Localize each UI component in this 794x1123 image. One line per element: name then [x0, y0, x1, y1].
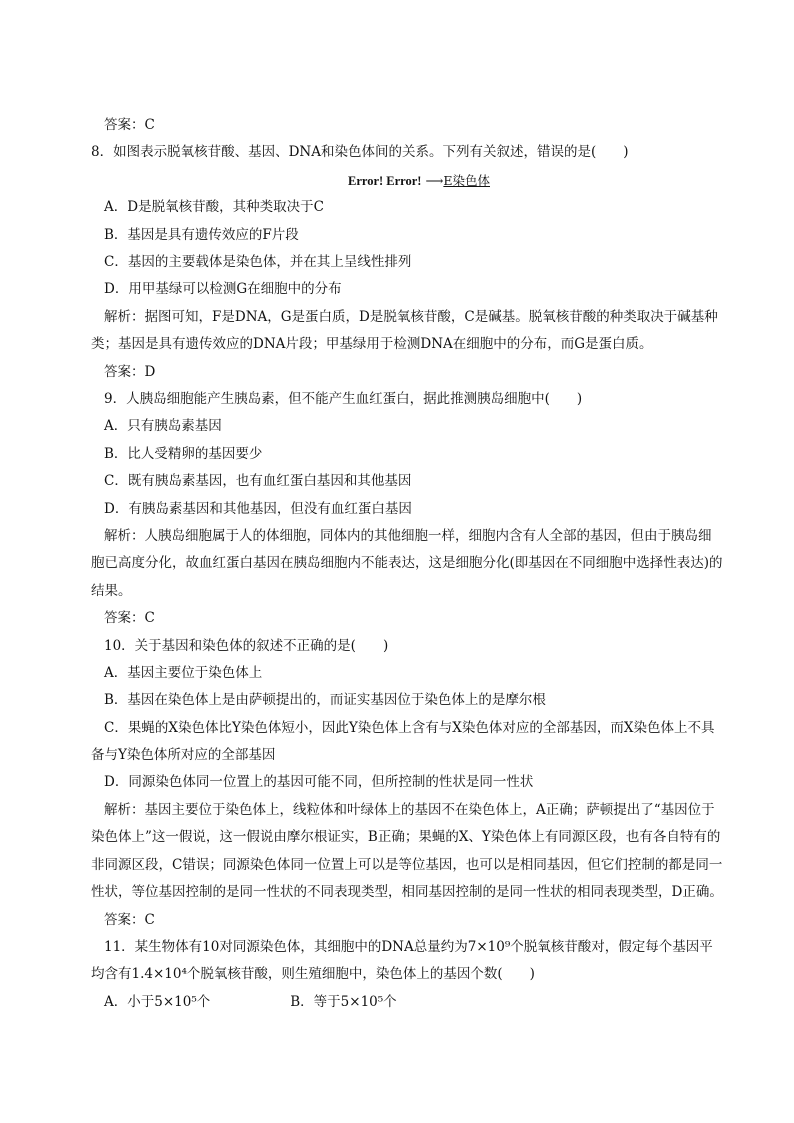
explanation-10: 解析：基因主要位于染色体上，线粒体和叶绿体上的基因不在染色体上，A正确；萨顿提出了“基因位于染色体上”这一假说，这一假说由摩尔根证实，B正确；果蝇的X、Y染色体上有同源区段，也有各自特有的非同源区段，C错误；同源染色体同一位置上可以是等位基因，也可以是相同基因，但它们控制的都是同一性状，等位基因控制的是同一性状的不同表现类型，相同基因控制的是同一性状的相同表现类型，D正确。	[91, 801, 723, 901]
question-8: 8．如图表示脱氧核苷酸、基因、DNA和染色体间的关系。下列有关叙述，错误的是( )	[91, 144, 629, 161]
question-10: 10．关于基因和染色体的叙述不正确的是( )	[104, 637, 389, 654]
question-9-option-b: B．比人受精卵的基因要少	[104, 445, 263, 462]
question-9-option-c: C．既有胰岛素基因，也有血红蛋白基因和其他基因	[104, 473, 412, 490]
question-10-option-b: B．基因在染色体上是由萨顿提出的，而证实基因位于染色体上的是摩尔根	[104, 692, 546, 709]
question-10-option-a: A．基因主要位于染色体上	[104, 664, 263, 681]
explanation-9: 解析：人胰岛细胞属于人的体细胞，同体内的其他细胞一样，细胞内含有人全部的基因，但由于胰岛细胞已高度分化，故血红蛋白基因在胰岛细胞内不能表达，这是细胞分化(即基因在不同细胞中选择性表达)的结果。	[91, 527, 723, 599]
question-11: 11．某生物体有10对同源染色体，其细胞中的DNA总量约为7×10⁹个脱氧核苷酸对，假定每个基因平均含有1.4×10⁴个脱氧核苷酸，则生殖细胞中，染色体上的基因个数( )	[91, 938, 713, 983]
question-10-option-c: C．果蝇的X染色体比Y染色体短小，因此Y染色体上含有与X染色体对应的全部基因，而X染色体上不具备与Y染色体所对应的全部基因	[91, 719, 715, 764]
question-11-options-row	[104, 989, 724, 1016]
question-9: 9．人胰岛细胞能产生胰岛素，但不能产生血红蛋白，据此推测胰岛细胞中( )	[104, 390, 583, 407]
question-8-option-d: D．用甲基绿可以检测G在细胞中的分布	[104, 281, 342, 298]
relation-diagram	[104, 167, 724, 194]
question-9-option-a: A．只有胰岛素基因	[104, 418, 222, 435]
question-11-option-b: B．等于5×10⁵个	[290, 993, 397, 1010]
explanation-8: 解析：据图可知，F是DNA，G是蛋白质，D是脱氧核苷酸，C是碱基。脱氧核苷酸的种类取决于碱基种类；基因是具有遗传效应的DNA片段；甲基绿用于检测DNA在细胞中的分布，而G是蛋白质。	[91, 308, 718, 353]
answer-10: 答案：C	[104, 911, 155, 928]
question-8-option-a: A．D是脱氧核苷酸，其种类取决于C	[104, 199, 324, 216]
question-8-option-c: C．基因的主要载体是染色体，并在其上呈线性排列	[104, 253, 412, 270]
question-8-option-b: B．基因是具有遗传效应的F片段	[104, 226, 299, 243]
answer-8: 答案：D	[104, 363, 156, 380]
diagram-error-text: Error! Error!	[348, 173, 422, 188]
diagram-tail-text: E染色体	[443, 172, 490, 188]
question-10-option-d: D．同源染色体同一位置上的基因可能不同，但所控制的性状是同一性状	[104, 774, 534, 791]
answer-9: 答案：C	[104, 610, 155, 627]
question-11-option-a: A．小于5×10⁵个	[104, 993, 211, 1010]
question-9-option-d: D．有胰岛素基因和其他基因，但没有血红蛋白基因	[104, 500, 412, 517]
arrow-icon: ⟶	[425, 172, 444, 188]
answer-7: 答案：C	[104, 117, 155, 133]
document-body	[91, 112, 724, 1016]
